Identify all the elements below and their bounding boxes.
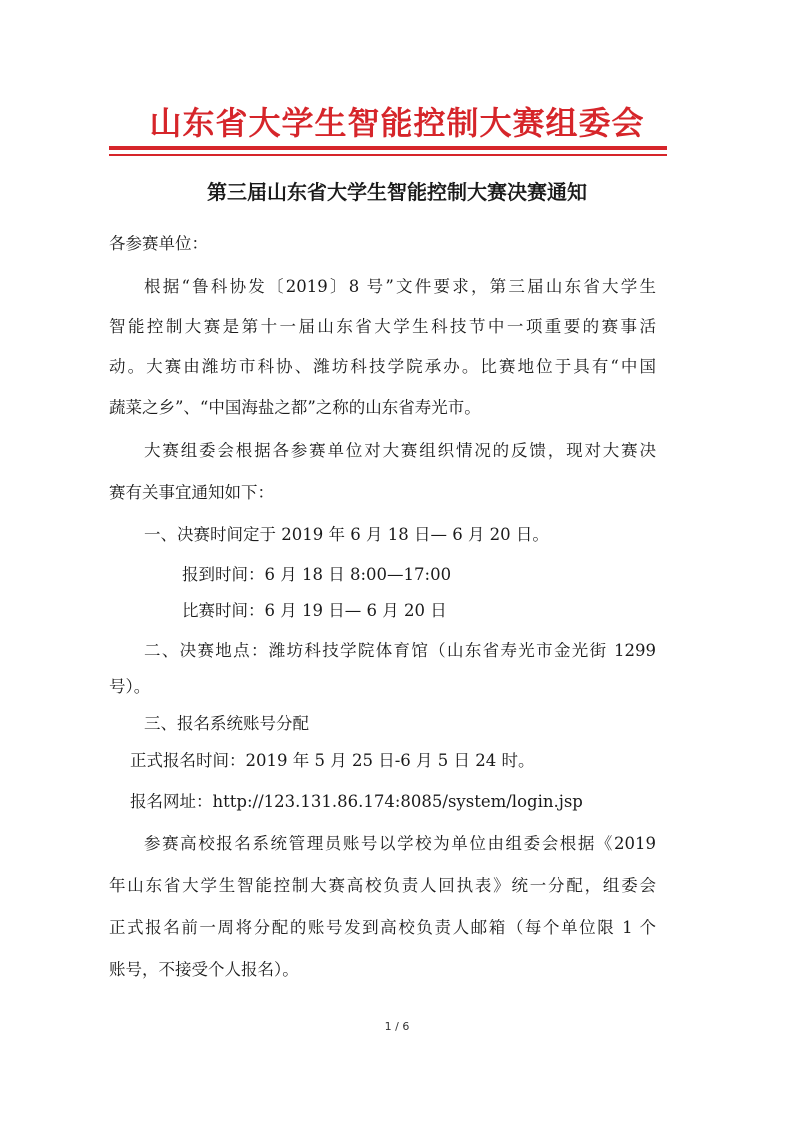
registration-url-label: 报名网址： xyxy=(130,792,213,811)
checkin-time: 报到时间：6 月 18 日 8:00—17:00 xyxy=(182,565,452,584)
registration-time: 正式报名时间：2019 年 5 月 25 日-6 月 5 日 24 时。 xyxy=(130,751,535,770)
paragraph-line: 大赛组委会根据各参赛单位对大赛组织情况的反馈，现对大赛决 xyxy=(144,441,656,460)
letterhead-rule-thick xyxy=(109,146,667,150)
match-time: 比赛时间：6 月 19 日— 6 月 20 日 xyxy=(182,601,447,620)
paragraph-line: 正式报名前一周将分配的账号发到高校负责人邮箱（每个单位限 1 个 xyxy=(109,918,656,937)
paragraph-line: 智能控制大赛是第十一届山东省大学生科技节中一项重要的赛事活 xyxy=(109,317,656,336)
registration-url[interactable]: http://123.131.86.174:8085/system/login.jsp xyxy=(212,792,583,811)
notice-title: 第三届山东省大学生智能控制大赛决赛通知 xyxy=(207,180,587,204)
paragraph-line: 参赛高校报名系统管理员账号以学校为单位由组委会根据《2019 xyxy=(144,834,656,853)
item-2-line: 号）。 xyxy=(109,677,151,696)
item-3-heading: 三、报名系统账号分配 xyxy=(144,714,309,733)
item-2-line: 二、决赛地点：潍坊科技学院体育馆（山东省寿光市金光街 1299 xyxy=(144,641,656,660)
paragraph-line: 根据“鲁科协发〔2019〕8 号”文件要求，第三届山东省大学生 xyxy=(144,277,656,296)
salutation: 各参赛单位： xyxy=(109,234,208,253)
paragraph-line: 账号，不接受个人报名）。 xyxy=(109,960,299,979)
letterhead-rule-thin xyxy=(109,154,667,156)
paragraph-line: 赛有关事宜通知如下： xyxy=(109,483,274,502)
letterhead-title: 山东省大学生智能控制大赛组委会 xyxy=(149,104,645,142)
page-number: 1 / 6 xyxy=(384,1020,410,1033)
paragraph-line: 动。大赛由潍坊市科协、潍坊科技学院承办。比赛地位于具有“中国 xyxy=(109,357,656,376)
registration-url-row xyxy=(130,791,583,813)
paragraph-line: 蔬菜之乡”、“中国海盐之都”之称的山东省寿光市。 xyxy=(109,398,481,417)
paragraph-line: 年山东省大学生智能控制大赛高校负责人回执表》统一分配，组委会 xyxy=(109,876,656,895)
item-1-heading: 一、决赛时间定于 2019 年 6 月 18 日— 6 月 20 日。 xyxy=(144,525,549,544)
